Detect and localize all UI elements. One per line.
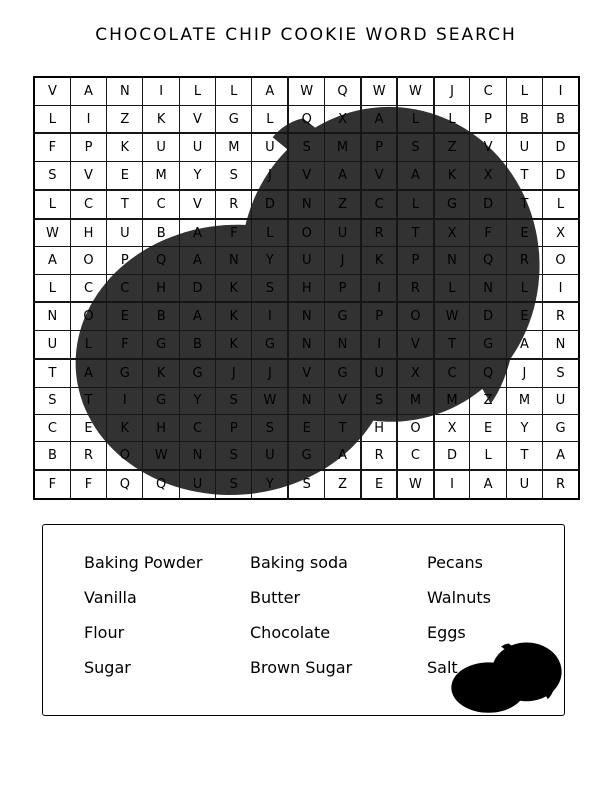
grid-cell: H	[143, 274, 179, 302]
grid-cell: T	[434, 331, 470, 359]
grid-cell: E	[288, 414, 324, 441]
grid-cell: G	[107, 359, 143, 387]
word-list-item: Sugar	[84, 658, 131, 677]
grid-row	[34, 387, 579, 414]
grid-cell: U	[506, 133, 542, 161]
word-list-item: Walnuts	[427, 588, 491, 607]
grid-cell: N	[288, 302, 324, 330]
grid-cell: P	[70, 133, 106, 161]
grid-cell: P	[361, 133, 397, 161]
grid-cell: X	[470, 162, 506, 190]
grid-cell: K	[107, 414, 143, 441]
grid-cell: I	[70, 105, 106, 133]
grid-cell: D	[470, 190, 506, 219]
grid-cell: W	[397, 470, 433, 499]
grid-cell: Z	[325, 470, 361, 499]
grid-cell: K	[143, 359, 179, 387]
grid-cell: V	[288, 162, 324, 190]
grid-cell: L	[34, 274, 70, 302]
grid-cell: P	[107, 247, 143, 274]
word-list-item: Eggs	[427, 623, 466, 642]
grid-cell: N	[288, 331, 324, 359]
word-list-item: Butter	[250, 588, 301, 607]
grid-cell: R	[543, 302, 579, 330]
grid-row	[34, 133, 579, 161]
grid-cell: S	[34, 387, 70, 414]
grid-cell: D	[434, 442, 470, 470]
grid-cell: H	[143, 414, 179, 441]
grid-cell: T	[506, 162, 542, 190]
grid-cell: L	[506, 77, 542, 105]
grid-cell: L	[434, 274, 470, 302]
grid-cell: Y	[506, 414, 542, 441]
grid-cell: T	[70, 387, 106, 414]
grid-cell: G	[143, 331, 179, 359]
grid-cell: Q	[325, 77, 361, 105]
grid-cell: O	[288, 219, 324, 247]
grid-cell: U	[34, 331, 70, 359]
grid-row	[34, 274, 579, 302]
grid-cell: I	[543, 77, 579, 105]
word-list-item: Baking soda	[250, 553, 348, 572]
grid-cell: R	[397, 274, 433, 302]
grid-cell: K	[143, 105, 179, 133]
word-list-item: Brown Sugar	[250, 658, 353, 677]
grid-cell: F	[470, 219, 506, 247]
grid-cell: A	[325, 442, 361, 470]
grid-cell: H	[361, 414, 397, 441]
grid-cell: T	[34, 359, 70, 387]
grid-cell: Q	[143, 470, 179, 499]
grid-cell: K	[216, 302, 252, 330]
grid-cell: U	[143, 133, 179, 161]
grid-cell: I	[252, 302, 288, 330]
grid-cell: Y	[179, 387, 215, 414]
grid-cell: S	[288, 470, 324, 499]
grid-row	[34, 162, 579, 190]
grid-cell: L	[506, 274, 542, 302]
grid-cell: X	[434, 414, 470, 441]
grid-cell: C	[143, 190, 179, 219]
grid-cell: N	[325, 331, 361, 359]
grid-cell: L	[252, 219, 288, 247]
grid-cell: U	[252, 133, 288, 161]
grid-cell: V	[361, 162, 397, 190]
grid-cell: O	[107, 442, 143, 470]
grid-cell: S	[288, 133, 324, 161]
grid-cell: H	[288, 274, 324, 302]
grid-row	[34, 359, 579, 387]
grid-cell: V	[288, 359, 324, 387]
grid-cell: L	[397, 190, 433, 219]
grid-cell: F	[70, 470, 106, 499]
grid-cell: N	[179, 442, 215, 470]
word-list-column-2	[250, 551, 352, 691]
grid-cell: Q	[470, 247, 506, 274]
grid-cell: S	[252, 274, 288, 302]
word-search-grid	[33, 76, 580, 500]
grid-cell: J	[506, 359, 542, 387]
grid-cell: R	[506, 247, 542, 274]
grid-cell: N	[216, 247, 252, 274]
grid-cell: B	[143, 302, 179, 330]
grid-cell: P	[361, 302, 397, 330]
grid-cell: U	[361, 359, 397, 387]
page-title: CHOCOLATE CHIP COOKIE WORD SEARCH	[95, 25, 517, 45]
grid-cell: T	[506, 190, 542, 219]
grid-cell: Z	[325, 190, 361, 219]
grid-cell: W	[397, 77, 433, 105]
grid-cell: Q	[288, 105, 324, 133]
grid-cell: L	[216, 77, 252, 105]
grid-cell: E	[107, 162, 143, 190]
grid-row	[34, 302, 579, 330]
grid-cell: C	[361, 190, 397, 219]
grid-cell: L	[470, 442, 506, 470]
grid-cell: L	[397, 105, 433, 133]
grid-cell: C	[397, 442, 433, 470]
grid-cell: C	[70, 274, 106, 302]
grid-cell: E	[470, 414, 506, 441]
grid-cell: Q	[107, 470, 143, 499]
grid-row	[34, 77, 579, 105]
grid-cell: C	[70, 190, 106, 219]
grid-cell: J	[216, 359, 252, 387]
grid-cell: Q	[470, 359, 506, 387]
grid-cell: K	[107, 133, 143, 161]
grid-cell: X	[434, 219, 470, 247]
grid-cell: A	[252, 77, 288, 105]
grid-cell: N	[34, 302, 70, 330]
word-list-column-1	[84, 551, 202, 691]
grid-cell: R	[543, 470, 579, 499]
grid-cell: I	[543, 274, 579, 302]
grid-cell: X	[397, 359, 433, 387]
grid-cell: K	[216, 331, 252, 359]
grid-body	[34, 77, 579, 499]
grid-cell: W	[288, 77, 324, 105]
grid-cell: S	[34, 162, 70, 190]
grid-cell: C	[34, 414, 70, 441]
grid-cell: P	[470, 105, 506, 133]
grid-cell: X	[543, 219, 579, 247]
grid-cell: A	[543, 442, 579, 470]
grid-cell: T	[506, 442, 542, 470]
grid-cell: J	[325, 247, 361, 274]
grid-cell: A	[179, 219, 215, 247]
grid-cell: N	[470, 274, 506, 302]
grid-cell: R	[361, 442, 397, 470]
grid-cell: E	[107, 302, 143, 330]
grid-cell: G	[325, 359, 361, 387]
grid-cell: D	[179, 274, 215, 302]
word-list-item: Pecans	[427, 553, 483, 572]
grid-cell: A	[470, 470, 506, 499]
grid-row	[34, 414, 579, 441]
grid-cell: P	[216, 414, 252, 441]
grid-cell: B	[506, 105, 542, 133]
grid-cell: Q	[143, 247, 179, 274]
grid-cell: S	[216, 442, 252, 470]
grid-cell: L	[179, 77, 215, 105]
grid-cell: T	[107, 190, 143, 219]
grid-cell: R	[216, 190, 252, 219]
grid-cell: I	[107, 387, 143, 414]
grid-cell: Y	[252, 247, 288, 274]
grid-cell: L	[543, 190, 579, 219]
grid-cell: S	[216, 162, 252, 190]
grid-cell: A	[397, 162, 433, 190]
grid-cell: U	[288, 247, 324, 274]
grid-cell: E	[506, 219, 542, 247]
grid-cell: A	[70, 77, 106, 105]
grid-cell: O	[70, 302, 106, 330]
grid-cell: B	[143, 219, 179, 247]
grid-cell: V	[70, 162, 106, 190]
grid-cell: Y	[179, 162, 215, 190]
grid-cell: C	[434, 359, 470, 387]
grid-row	[34, 442, 579, 470]
grid-cell: F	[107, 331, 143, 359]
grid-row	[34, 219, 579, 247]
grid-cell: C	[107, 274, 143, 302]
grid-cell: E	[361, 470, 397, 499]
grid-cell: P	[397, 247, 433, 274]
grid-row	[34, 247, 579, 274]
grid-row	[34, 470, 579, 499]
grid-cell: V	[179, 190, 215, 219]
grid-cell: W	[252, 387, 288, 414]
grid-cell: I	[143, 77, 179, 105]
grid-cell: G	[543, 414, 579, 441]
grid-cell: P	[325, 274, 361, 302]
grid-cell: R	[70, 442, 106, 470]
grid-cell: G	[179, 359, 215, 387]
word-list-item: Chocolate	[250, 623, 331, 642]
grid-cell: E	[506, 302, 542, 330]
grid-cell: N	[107, 77, 143, 105]
grid-cell: S	[216, 470, 252, 499]
grid-cell: W	[361, 77, 397, 105]
grid-cell: B	[543, 105, 579, 133]
grid-cell: G	[325, 302, 361, 330]
grid-cell: V	[34, 77, 70, 105]
grid-cell: U	[506, 470, 542, 499]
chocolate-chip-cookies-icon	[446, 633, 568, 717]
grid-cell: L	[34, 105, 70, 133]
grid-cell: M	[397, 387, 433, 414]
grid-cell: M	[216, 133, 252, 161]
grid-cell: A	[34, 247, 70, 274]
grid-cell: A	[325, 162, 361, 190]
grid-cell: E	[70, 414, 106, 441]
grid-cell: T	[325, 414, 361, 441]
word-list-box	[42, 524, 565, 716]
grid-cell: X	[325, 105, 361, 133]
grid-cell: T	[397, 219, 433, 247]
grid-cell: C	[470, 77, 506, 105]
grid-cell: W	[434, 302, 470, 330]
grid-cell: N	[288, 190, 324, 219]
grid-cell: K	[361, 247, 397, 274]
grid-cell: L	[252, 105, 288, 133]
word-list-item: Flour	[84, 623, 125, 642]
grid-cell: V	[179, 105, 215, 133]
grid-cell: U	[179, 133, 215, 161]
grid-cell: D	[252, 190, 288, 219]
grid-cell: G	[288, 442, 324, 470]
grid-cell: S	[361, 387, 397, 414]
grid-cell: I	[434, 470, 470, 499]
grid-cell: U	[543, 387, 579, 414]
grid-cell: J	[252, 359, 288, 387]
grid-cell: H	[70, 219, 106, 247]
grid-cell: N	[543, 331, 579, 359]
grid-cell: N	[434, 247, 470, 274]
grid-cell: U	[179, 470, 215, 499]
grid-cell: D	[470, 302, 506, 330]
grid-row	[34, 190, 579, 219]
grid-cell: Z	[107, 105, 143, 133]
grid-cell: Z	[470, 387, 506, 414]
grid-cell: O	[543, 247, 579, 274]
grid-cell: A	[506, 331, 542, 359]
grid-cell: L	[434, 105, 470, 133]
grid-cell: B	[34, 442, 70, 470]
grid-cell: L	[70, 331, 106, 359]
grid-cell: W	[143, 442, 179, 470]
grid-cell: I	[361, 331, 397, 359]
grid-cell: O	[70, 247, 106, 274]
grid-cell: A	[179, 302, 215, 330]
grid-cell: G	[434, 190, 470, 219]
grid-cell: V	[325, 387, 361, 414]
grid-cell: C	[179, 414, 215, 441]
grid-row	[34, 105, 579, 133]
grid-cell: O	[397, 414, 433, 441]
grid-cell: D	[543, 162, 579, 190]
word-list-item: Salt	[427, 658, 458, 677]
grid-cell: U	[107, 219, 143, 247]
grid-cell: G	[470, 331, 506, 359]
grid-cell: M	[506, 387, 542, 414]
grid-cell: F	[216, 219, 252, 247]
grid-cell: Y	[252, 470, 288, 499]
grid-cell: G	[143, 387, 179, 414]
word-list-item: Baking Powder	[84, 553, 203, 572]
grid-cell: K	[216, 274, 252, 302]
grid-cell: M	[325, 133, 361, 161]
grid-cell: A	[70, 359, 106, 387]
grid-cell: S	[397, 133, 433, 161]
grid-cell: S	[543, 359, 579, 387]
grid-cell: V	[470, 133, 506, 161]
grid-cell: N	[288, 387, 324, 414]
grid-cell: Z	[434, 133, 470, 161]
grid-cell: J	[434, 77, 470, 105]
grid-cell: S	[216, 387, 252, 414]
grid-cell: L	[34, 190, 70, 219]
grid-row	[34, 331, 579, 359]
grid-cell: A	[179, 247, 215, 274]
grid-cell: W	[34, 219, 70, 247]
grid-cell: D	[543, 133, 579, 161]
grid-cell: S	[252, 414, 288, 441]
grid-cell: F	[34, 470, 70, 499]
grid-cell: G	[216, 105, 252, 133]
grid-cell: B	[179, 331, 215, 359]
grid-cell: R	[361, 219, 397, 247]
grid-cell: G	[252, 331, 288, 359]
grid-cell: K	[434, 162, 470, 190]
grid-cell: V	[397, 331, 433, 359]
grid-cell: F	[34, 133, 70, 161]
grid-cell: O	[397, 302, 433, 330]
grid-cell: A	[361, 105, 397, 133]
grid-cell: M	[434, 387, 470, 414]
grid-cell: M	[143, 162, 179, 190]
grid-cell: I	[361, 274, 397, 302]
grid-cell: U	[325, 219, 361, 247]
grid-cell: U	[252, 442, 288, 470]
word-list-item: Vanilla	[84, 588, 137, 607]
grid-cell: J	[252, 162, 288, 190]
